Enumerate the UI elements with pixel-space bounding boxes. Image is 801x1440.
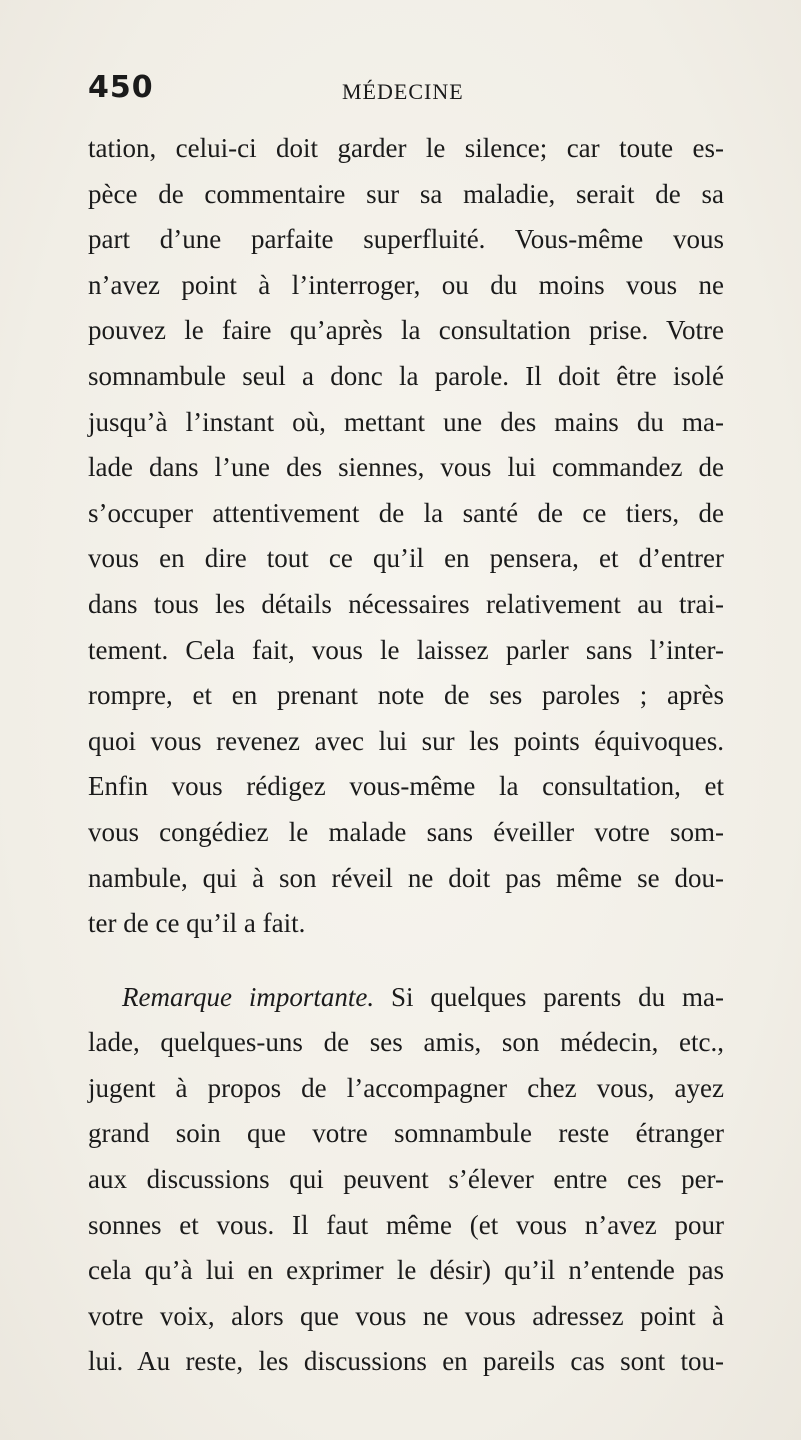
text-line: lade, quelques-uns de ses amis, son médecin, etc., [88, 1027, 724, 1058]
text-line: lade dans l’une des siennes, vous lui commandez de [88, 452, 724, 483]
text-line: Enfin vous rédigez vous-même la consultation, et [88, 771, 724, 802]
text-line: pèce de commentaire sur sa maladie, serait de sa [88, 178, 724, 209]
page-header [88, 70, 708, 110]
text-line: vous en dire tout ce qu’il en pensera, et d’entrer [88, 543, 724, 574]
remark-heading: Remarque importante. [122, 981, 375, 1012]
paragraph-1 [88, 126, 724, 947]
text-line: rompre, et en prenant note de ses paroles ; après [88, 680, 724, 711]
text-line: tement. Cela fait, vous le laissez parler sans l’inter- [88, 634, 724, 665]
text-line: pouvez le faire qu’après la consultation prise. Votre [88, 315, 724, 346]
text-line: dans tous les détails nécessaires relativement au trai- [88, 588, 724, 619]
text-line: s’occuper attentivement de la santé de ce tiers, de [88, 497, 724, 528]
text-line: aux discussions qui peuvent s’élever entre ces per- [88, 1164, 724, 1195]
text-line: cela qu’à lui en exprimer le désir) qu’il n’entende pas [88, 1255, 724, 1286]
text-line: quoi vous revenez avec lui sur les points équivoques. [88, 725, 724, 756]
text-line: somnambule seul a donc la parole. Il doit être isolé [88, 360, 724, 391]
text-line-with-lead [88, 975, 724, 1021]
text-line: n’avez point à l’interroger, ou du moins vous ne [88, 269, 724, 300]
text-line: part d’une parfaite superfluité. Vous-même vous [88, 224, 724, 255]
text-line: jugent à propos de l’accompagner chez vous, ayez [88, 1072, 724, 1103]
text-line: nambule, qui à son réveil ne doit pas même se dou- [88, 862, 724, 893]
text-line: sonnes et vous. Il faut même (et vous n’avez pour [88, 1209, 724, 1240]
body-text [88, 126, 724, 1385]
text-line: vous congédiez le malade sans éveiller votre som- [88, 816, 724, 847]
text-line: votre voix, alors que vous ne vous adressez point à [88, 1300, 724, 1331]
text-line: tation, celui-ci doit garder le silence; car toute es- [88, 133, 724, 163]
running-title: MÉDECINE [342, 79, 464, 104]
page-number: 450 [88, 70, 154, 105]
text-line: jusqu’à l’instant où, mettant une des mains du ma- [88, 406, 724, 437]
text-line-rest: Si quelques parents du ma- [374, 981, 724, 1012]
paragraph-2 [88, 975, 724, 1385]
paragraph-gap [88, 947, 724, 975]
text-line: grand soin que votre somnambule reste étranger [88, 1118, 724, 1149]
text-line: lui. Au reste, les discussions en pareils cas sont tou- [88, 1346, 724, 1377]
text-line: ter de ce qu’il a fait. [88, 908, 306, 939]
